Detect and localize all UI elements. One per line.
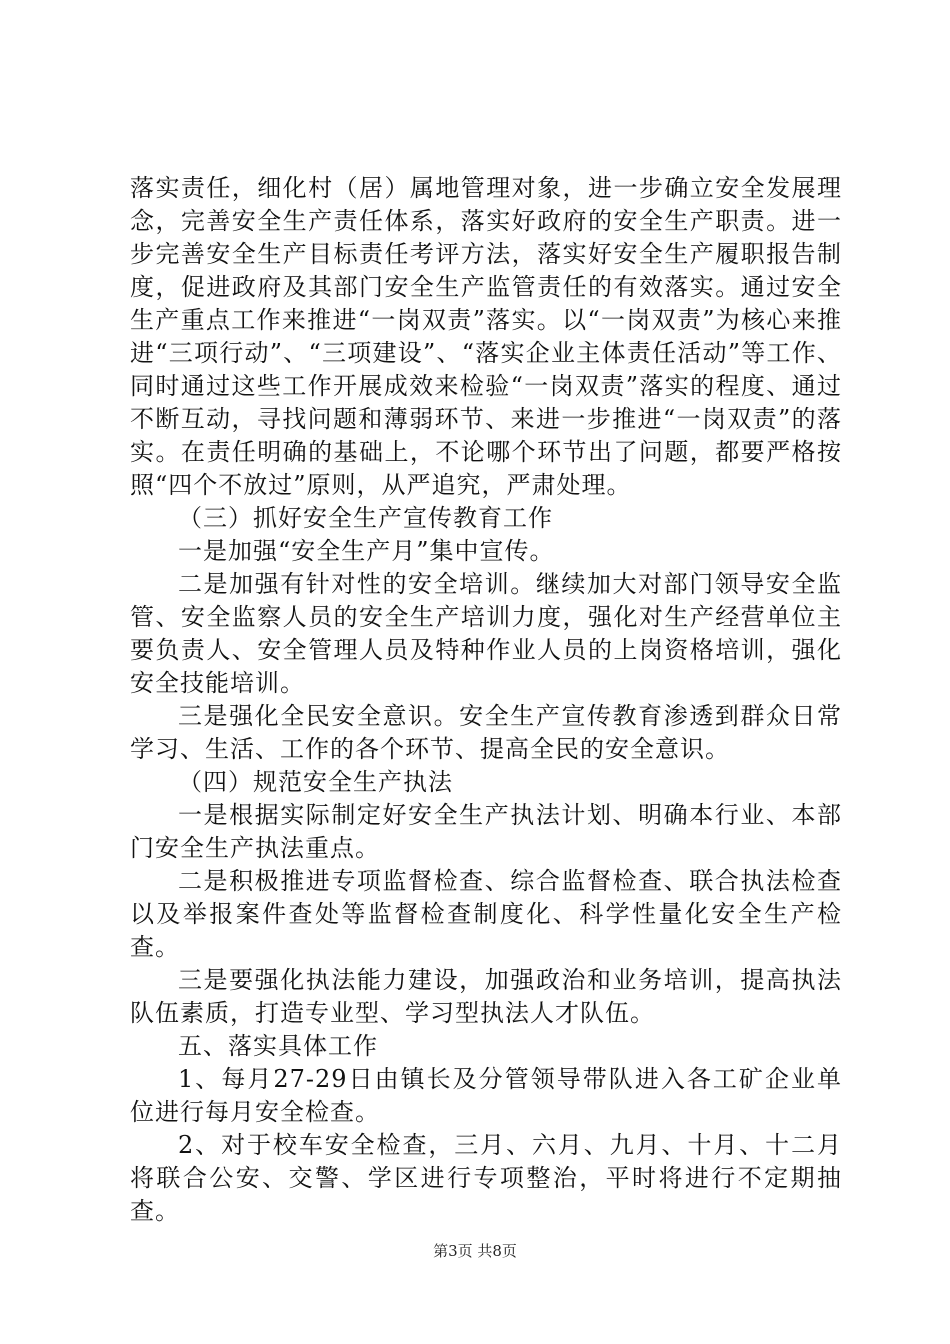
paragraph-task-1: 1、每月27-29日由镇长及分管领导带队进入各工矿企业单位进行每月安全检查。	[130, 1065, 842, 1126]
paragraph-publicity-1: 一是加强“安全生产月”集中宣传。	[178, 537, 555, 565]
paragraph-enforcement-3: 三是要强化执法能力建设，加强政治和业务培训，提高执法队伍素质，打造专业型、学习型执法人才队伍。	[130, 966, 842, 1027]
paragraph-publicity-3: 三是强化全民安全意识。安全生产宣传教育渗透到群众日常学习、生活、工作的各个环节、提高全民的安全意识。	[130, 702, 842, 763]
section-heading-4: （四）规范安全生产执法	[178, 768, 453, 796]
page-footer: 第3页 共8页	[433, 1242, 517, 1260]
paragraph-responsibility: 落实责任，细化村（居）属地管理对象，进一步确立安全发展理念，完善安全生产责任体系，落实好政府的安全生产职责。进一步完善安全生产目标责任考评方法，落实好安全生产履职报告制度，促进政府及其部门安全生产监管责任的有效落实。通过安全生产重点工作来推进“一岗双责”落实。以“一岗双责”为核心来推进“三项行动”、“三项建设”、“落实企业主体责任活动”等工作、同时通过这些工作开展成效来检验“一岗双责”落实的程度、通过不断互动，寻找问题和薄弱环节、来进一步推进“一岗双责”的落实。在责任明确的基础上，不论哪个环节出了问题，都要严格按照“四个不放过”原则，从严追究，严肃处理。	[130, 174, 842, 499]
document-body	[130, 172, 842, 1228]
section-heading-5: 五、落实具体工作	[178, 1032, 378, 1060]
paragraph-enforcement-2: 二是积极推进专项监督检查、综合监督检查、联合执法检查以及举报案件查处等监督检查制度化、科学性量化安全生产检查。	[130, 867, 842, 961]
paragraph-enforcement-1: 一是根据实际制定好安全生产执法计划、明确本行业、本部门安全生产执法重点。	[130, 801, 842, 862]
paragraph-task-2: 2、对于校车安全检查，三月、六月、九月、十月、十二月将联合公安、交警、学区进行专项整治，平时将进行不定期抽查。	[130, 1131, 842, 1225]
section-heading-3: （三）抓好安全生产宣传教育工作	[178, 504, 553, 532]
paragraph-publicity-2: 二是加强有针对性的安全培训。继续加大对部门领导安全监管、安全监察人员的安全生产培训力度，强化对生产经营单位主要负责人、安全管理人员及特种作业人员的上岗资格培训，强化安全技能培训。	[130, 570, 842, 697]
